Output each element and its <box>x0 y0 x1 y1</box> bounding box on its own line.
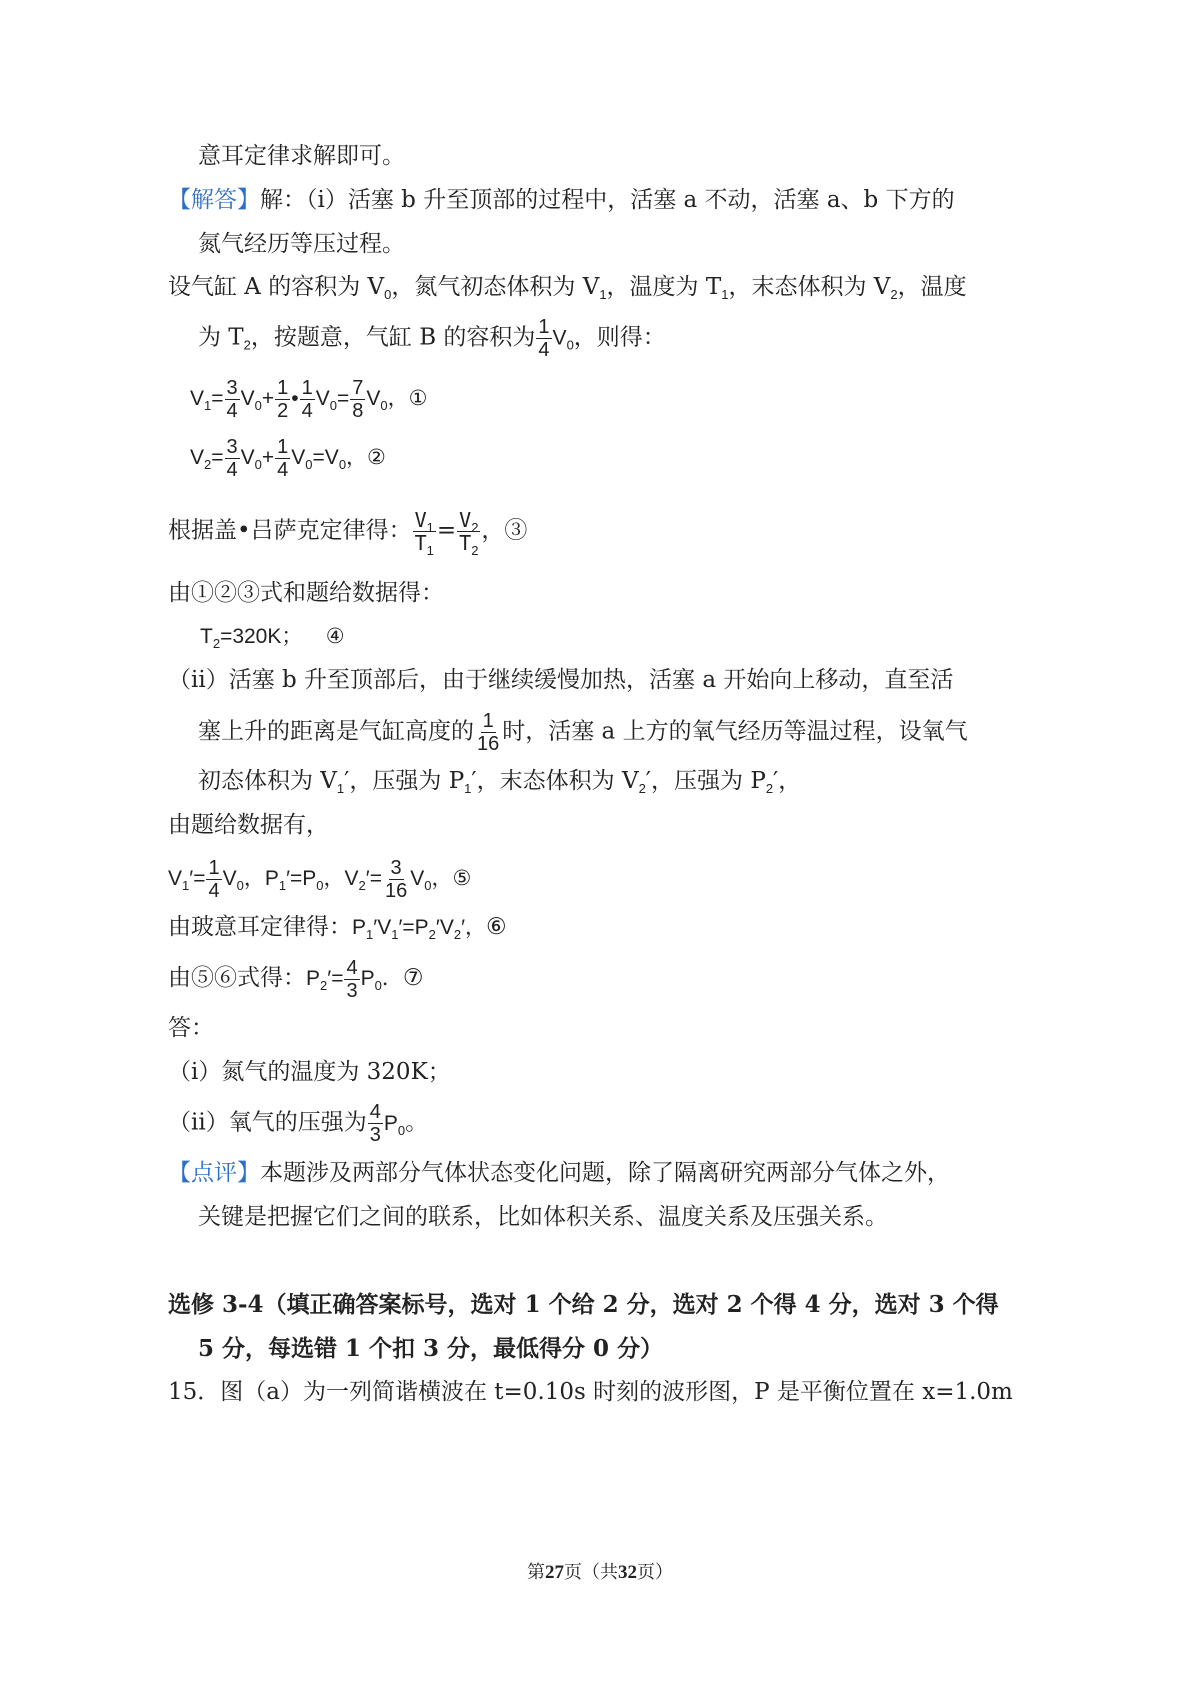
text-line: 塞上升的距离是气缸高度的 $\frac{1}{16}$ 时，活塞 a 上方的氧气经历等温过程，设氧气 <box>198 710 968 755</box>
equation-5: $V_1'=$ $\frac{1}{4}$ $V_0$，$P_1'=P_0$，$V_2'=$ $\frac{3}{16}$ $V_0$，⑤ <box>168 857 472 902</box>
section-heading-cont: 5 分，每选错 1 个扣 3 分，最低得分 0 分） <box>198 1335 664 1362</box>
question-15: 15．图（a）为一列简谐横波在 t=0.10s 时刻的波形图，P 是平衡位置在 x=1.0m <box>168 1379 1013 1405</box>
section-heading: 选修 3-4（填正确答案标号，选对 1 个给 2 分，选对 2 个得 4 分，选对 3 个得 <box>168 1291 999 1318</box>
text-line: （ⅰ）氮气的温度为 320K； <box>168 1059 451 1085</box>
text-line: 为 $T_2$，按题意，气缸 B 的容积为 $\frac{1}{4}$ $V_0$，则得： <box>198 316 666 361</box>
equation-4: $T_2=320K$； ④ <box>200 625 345 651</box>
text-line: 由题给数据有， <box>168 812 329 838</box>
text-line: 初态体积为 $V_1'$，压强为 $P_1'$，末态体积为 $V_2'$，压强为 $P_2'$， <box>198 768 802 796</box>
equation-6: 由玻意耳定律得：$P_1'V_1'=P_2'V_2'$，⑥ <box>168 914 507 942</box>
equation-1: $V_1=$ $\frac{3}{4}$ $V_0+$ $\frac{1}{2}$ • $\frac{1}{4}$ $V_0=$ $\frac{7}{8}$ $V_0$，① <box>190 377 428 422</box>
equation-3: 根据盖•吕萨克定律得： $\frac{V_1}{T_1}$ = $\frac{V_2}{T_2}$ ，③ <box>168 508 528 558</box>
text-line: 解：（ⅰ）活塞 b 升至顶部的过程中，活塞 a 不动，活塞 a、b 下方的 <box>260 187 955 213</box>
review-paragraph: 【点评】本题涉及两部分气体状态变化问题，除了隔离研究两部分气体之外， <box>168 1160 950 1186</box>
text-line: 氮气经历等压过程。 <box>198 231 405 257</box>
text-line: 答： <box>168 1015 214 1041</box>
text-line: 由①②③式和题给数据得： <box>168 580 444 606</box>
text-line: （ⅱ）氧气的压强为 $\frac{4}{3}$ $P_0$。 <box>168 1101 429 1146</box>
equation-2: $V_2=$ $\frac{3}{4}$ $V_0+$ $\frac{1}{4}$ $V_0=V_0$，② <box>190 436 386 481</box>
answer-paragraph <box>168 185 955 215</box>
page-footer: 第27页（共32页） <box>527 1562 673 1583</box>
text-line: 设气缸 A 的容积为 $V_0$，氮气初态体积为 $V_1$，温度为 $T_1$，末态体积为 $V_2$，温度 <box>168 274 967 302</box>
fraction: $\frac{1}{4}$ <box>538 316 550 361</box>
review-tag: 【点评】 <box>168 1160 260 1186</box>
answer-tag: 【解答】 <box>168 187 260 213</box>
text-line: 关键是把握它们之间的联系，比如体积关系、温度关系及压强关系。 <box>198 1204 888 1230</box>
equation-7: 由⑤⑥式得：$P_2'=$ $\frac{4}{3}$ $P_0$．⑦ <box>168 957 424 1002</box>
text-line: （ⅱ）活塞 b 升至顶部后，由于继续缓慢加热，活塞 a 开始向上移动，直至活 <box>168 667 954 693</box>
text-line: 意耳定律求解即可。 <box>198 143 405 169</box>
